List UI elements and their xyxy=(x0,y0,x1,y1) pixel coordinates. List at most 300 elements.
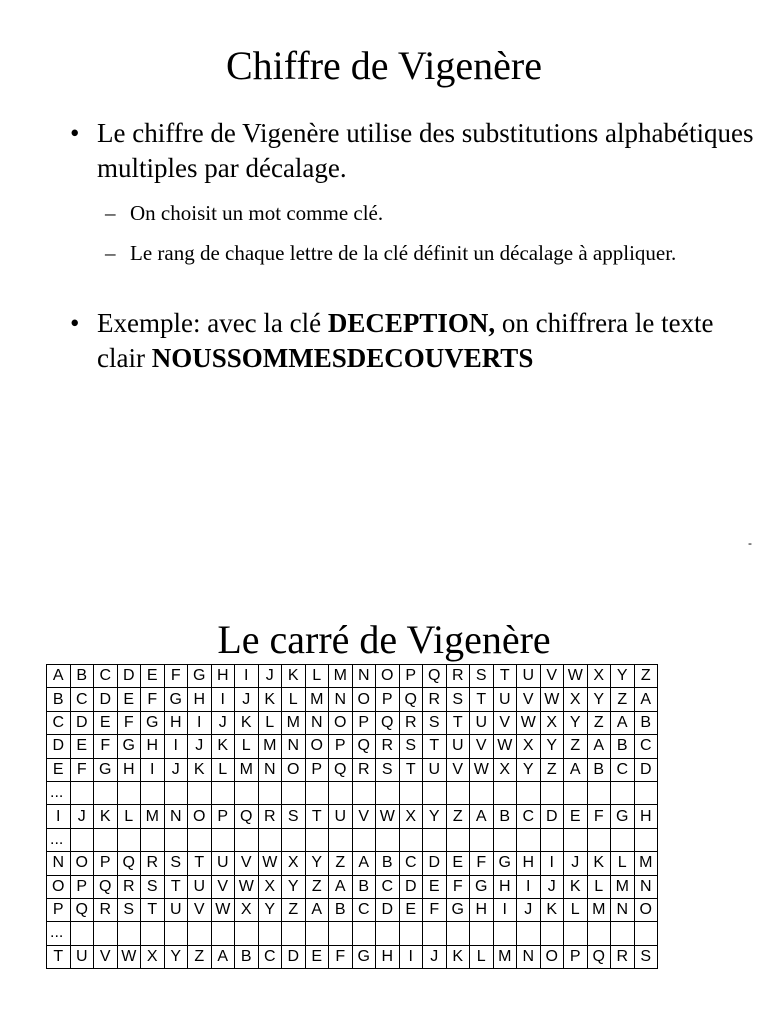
corner-mark: - xyxy=(748,536,752,550)
grid-row xyxy=(47,945,658,968)
grid-cell: T xyxy=(305,805,329,828)
bullet-text: Le chiffre de Vigenère utilise des substitutions alphabétiques multiples par décalage. xyxy=(97,118,754,183)
grid-cell xyxy=(376,781,400,804)
grid-cell: A xyxy=(305,898,329,921)
grid-cell: G xyxy=(446,898,470,921)
grid-cell: B xyxy=(634,711,658,734)
grid-cell: N xyxy=(517,945,541,968)
grid-row xyxy=(47,828,658,851)
grid-cell xyxy=(211,922,235,945)
grid-cell xyxy=(446,922,470,945)
grid-cell: T xyxy=(188,852,212,875)
grid-cell: Q xyxy=(117,852,141,875)
grid-cell xyxy=(188,922,212,945)
grid-cell: U xyxy=(211,852,235,875)
grid-cell: H xyxy=(188,688,212,711)
grid-cell: S xyxy=(399,735,423,758)
grid-cell: R xyxy=(141,852,165,875)
grid-cell xyxy=(517,781,541,804)
grid-cell xyxy=(305,828,329,851)
grid-cell: U xyxy=(446,735,470,758)
grid-cell: K xyxy=(564,875,588,898)
grid-cell xyxy=(587,828,611,851)
grid-cell: S xyxy=(470,665,494,688)
grid-cell: S xyxy=(117,898,141,921)
grid-cell: P xyxy=(305,758,329,781)
grid-cell: I xyxy=(399,945,423,968)
grid-cell: Z xyxy=(188,945,212,968)
grid-cell: R xyxy=(446,665,470,688)
grid-cell: Z xyxy=(540,758,564,781)
grid-cell: Q xyxy=(399,688,423,711)
grid-cell: U xyxy=(423,758,447,781)
grid-cell: ... xyxy=(47,828,71,851)
grid-cell: Y xyxy=(587,688,611,711)
grid-cell: H xyxy=(117,758,141,781)
grid-cell: V xyxy=(540,665,564,688)
grid-cell: E xyxy=(564,805,588,828)
bullet-middle: on chiffrera le texte clair xyxy=(97,308,714,373)
grid-cell: M xyxy=(141,805,165,828)
grid-cell xyxy=(399,781,423,804)
grid-cell: J xyxy=(540,875,564,898)
grid-cell: U xyxy=(493,688,517,711)
grid-cell: X xyxy=(235,898,259,921)
grid-cell: M xyxy=(587,898,611,921)
grid-cell: U xyxy=(517,665,541,688)
grid-row xyxy=(47,735,658,758)
grid-cell: M xyxy=(282,711,306,734)
grid-cell: V xyxy=(94,945,118,968)
grid-cell: O xyxy=(329,711,353,734)
grid-cell: D xyxy=(94,688,118,711)
grid-cell xyxy=(352,922,376,945)
grid-cell: Q xyxy=(376,711,400,734)
grid-cell xyxy=(141,781,165,804)
grid-cell: Z xyxy=(329,852,353,875)
grid-cell xyxy=(587,781,611,804)
grid-cell xyxy=(399,922,423,945)
grid-cell: Q xyxy=(329,758,353,781)
grid-cell xyxy=(211,828,235,851)
grid-cell: D xyxy=(282,945,306,968)
grid-cell: H xyxy=(376,945,400,968)
grid-cell: Y xyxy=(258,898,282,921)
grid-cell xyxy=(235,781,259,804)
grid-cell: K xyxy=(258,688,282,711)
grid-cell: O xyxy=(352,688,376,711)
grid-cell: Q xyxy=(94,875,118,898)
grid-cell xyxy=(305,781,329,804)
grid-cell xyxy=(611,828,635,851)
grid-cell: A xyxy=(634,688,658,711)
grid-cell: Y xyxy=(305,852,329,875)
grid-cell xyxy=(564,781,588,804)
grid-cell: B xyxy=(587,758,611,781)
grid-cell xyxy=(376,922,400,945)
grid-cell: L xyxy=(470,945,494,968)
grid-cell xyxy=(352,781,376,804)
grid-cell: X xyxy=(587,665,611,688)
grid-cell xyxy=(540,922,564,945)
grid-cell: I xyxy=(540,852,564,875)
grid-cell: G xyxy=(493,852,517,875)
grid-cell xyxy=(141,922,165,945)
grid-cell: P xyxy=(399,665,423,688)
grid-cell: H xyxy=(211,665,235,688)
grid-cell xyxy=(329,828,353,851)
sub-bullet-dash: – xyxy=(105,201,116,225)
sub-bullet-text: On choisit un mot comme clé. xyxy=(130,201,384,225)
grid-cell: C xyxy=(634,735,658,758)
grid-cell: G xyxy=(352,945,376,968)
grid-cell: D xyxy=(399,875,423,898)
grid-cell: X xyxy=(517,735,541,758)
grid-cell: A xyxy=(564,758,588,781)
grid-cell: Z xyxy=(611,688,635,711)
grid-cell: O xyxy=(376,665,400,688)
grid-cell: K xyxy=(188,758,212,781)
grid-cell: S xyxy=(282,805,306,828)
grid-cell: C xyxy=(376,875,400,898)
grid-cell xyxy=(423,922,447,945)
grid-cell: U xyxy=(329,805,353,828)
grid-cell: M xyxy=(305,688,329,711)
grid-cell: P xyxy=(211,805,235,828)
grid-cell: N xyxy=(258,758,282,781)
grid-cell: N xyxy=(611,898,635,921)
grid-cell: L xyxy=(611,852,635,875)
grid-cell xyxy=(94,781,118,804)
grid-cell: X xyxy=(258,875,282,898)
grid-cell: C xyxy=(70,688,94,711)
grid-cell xyxy=(470,828,494,851)
grid-cell: Y xyxy=(282,875,306,898)
grid-cell: L xyxy=(117,805,141,828)
grid-cell: U xyxy=(470,711,494,734)
grid-row xyxy=(47,781,658,804)
grid-cell xyxy=(352,828,376,851)
grid-cell: O xyxy=(305,735,329,758)
grid-cell: A xyxy=(329,875,353,898)
grid-cell: X xyxy=(564,688,588,711)
grid-cell: W xyxy=(517,711,541,734)
grid-cell xyxy=(540,828,564,851)
grid-cell: E xyxy=(423,875,447,898)
grid-cell: C xyxy=(611,758,635,781)
grid-cell: N xyxy=(329,688,353,711)
grid-cell: O xyxy=(47,875,71,898)
grid-cell: Y xyxy=(423,805,447,828)
grid-cell xyxy=(470,922,494,945)
grid-cell: R xyxy=(352,758,376,781)
grid-cell: Q xyxy=(423,665,447,688)
grid-cell: T xyxy=(446,711,470,734)
grid-cell: R xyxy=(611,945,635,968)
grid-cell: C xyxy=(352,898,376,921)
grid-cell: V xyxy=(211,875,235,898)
grid-row xyxy=(47,875,658,898)
grid-cell: I xyxy=(517,875,541,898)
grid-cell: F xyxy=(329,945,353,968)
grid-cell: B xyxy=(493,805,517,828)
grid-cell: V xyxy=(493,711,517,734)
grid-cell: P xyxy=(376,688,400,711)
grid-cell: W xyxy=(540,688,564,711)
grid-cell: P xyxy=(352,711,376,734)
grid-cell: J xyxy=(258,665,282,688)
grid-cell: M xyxy=(611,875,635,898)
grid-cell xyxy=(164,781,188,804)
grid-cell: I xyxy=(141,758,165,781)
grid-cell: T xyxy=(493,665,517,688)
grid-cell xyxy=(188,828,212,851)
grid-cell: E xyxy=(399,898,423,921)
grid-cell xyxy=(634,922,658,945)
grid-cell: X xyxy=(399,805,423,828)
grid-cell xyxy=(493,828,517,851)
grid-cell xyxy=(235,922,259,945)
grid-cell xyxy=(329,922,353,945)
grid-cell xyxy=(446,828,470,851)
grid-cell: V xyxy=(470,735,494,758)
grid-cell: L xyxy=(258,711,282,734)
grid-cell xyxy=(423,781,447,804)
grid-cell: K xyxy=(587,852,611,875)
grid-cell: R xyxy=(423,688,447,711)
grid-cell: E xyxy=(94,711,118,734)
grid-cell: D xyxy=(540,805,564,828)
grid-cell: G xyxy=(611,805,635,828)
grid-cell: K xyxy=(282,665,306,688)
plaintext-word: NOUSSOMMESDECOUVERTS xyxy=(151,343,534,373)
grid-cell: T xyxy=(164,875,188,898)
grid-cell: F xyxy=(164,665,188,688)
grid-cell: E xyxy=(117,688,141,711)
grid-cell xyxy=(423,828,447,851)
grid-cell: T xyxy=(141,898,165,921)
grid-cell: F xyxy=(94,735,118,758)
grid-cell: R xyxy=(94,898,118,921)
grid-cell: D xyxy=(117,665,141,688)
grid-cell: Y xyxy=(540,735,564,758)
grid-cell: O xyxy=(282,758,306,781)
grid-cell xyxy=(399,828,423,851)
grid-cell: Q xyxy=(70,898,94,921)
sub-bullet-dash: – xyxy=(105,241,116,265)
grid-cell: K xyxy=(235,711,259,734)
grid-cell: V xyxy=(235,852,259,875)
grid-cell: D xyxy=(423,852,447,875)
grid-cell: A xyxy=(47,665,71,688)
grid-cell: C xyxy=(258,945,282,968)
grid-cell: B xyxy=(70,665,94,688)
grid-cell: B xyxy=(329,898,353,921)
grid-cell: N xyxy=(305,711,329,734)
grid-cell: N xyxy=(634,875,658,898)
grid-cell: A xyxy=(587,735,611,758)
grid-cell: E xyxy=(70,735,94,758)
grid-row xyxy=(47,898,658,921)
grid-cell: T xyxy=(470,688,494,711)
grid-cell: Z xyxy=(564,735,588,758)
grid-cell: N xyxy=(352,665,376,688)
grid-cell: H xyxy=(141,735,165,758)
table-title: Le carré de Vigenère xyxy=(217,617,551,662)
grid-cell: T xyxy=(47,945,71,968)
bullet-prefix: Exemple: avec la clé xyxy=(97,308,328,338)
grid-row xyxy=(47,665,658,688)
grid-cell: C xyxy=(517,805,541,828)
grid-cell: M xyxy=(493,945,517,968)
grid-cell: L xyxy=(564,898,588,921)
grid-cell: K xyxy=(540,898,564,921)
grid-cell: A xyxy=(470,805,494,828)
grid-cell: L xyxy=(587,875,611,898)
grid-cell xyxy=(564,922,588,945)
grid-cell xyxy=(282,828,306,851)
grid-cell xyxy=(70,781,94,804)
grid-cell: R xyxy=(399,711,423,734)
grid-cell: J xyxy=(564,852,588,875)
grid-cell: U xyxy=(188,875,212,898)
grid-cell: G xyxy=(94,758,118,781)
grid-cell: E xyxy=(47,758,71,781)
grid-cell: J xyxy=(70,805,94,828)
grid-cell: F xyxy=(70,758,94,781)
grid-cell xyxy=(258,922,282,945)
grid-cell: J xyxy=(423,945,447,968)
grid-cell: B xyxy=(47,688,71,711)
grid-cell xyxy=(305,922,329,945)
grid-cell: A xyxy=(352,852,376,875)
grid-cell: W xyxy=(258,852,282,875)
grid-cell xyxy=(493,922,517,945)
grid-row xyxy=(47,758,658,781)
grid-cell xyxy=(258,828,282,851)
grid-cell: W xyxy=(564,665,588,688)
grid-cell: W xyxy=(376,805,400,828)
grid-cell: Z xyxy=(282,898,306,921)
grid-cell: S xyxy=(446,688,470,711)
grid-cell: ... xyxy=(47,781,71,804)
grid-cell: E xyxy=(305,945,329,968)
grid-cell: P xyxy=(329,735,353,758)
grid-cell: K xyxy=(94,805,118,828)
grid-cell: I xyxy=(493,898,517,921)
grid-cell: O xyxy=(634,898,658,921)
grid-cell: D xyxy=(47,735,71,758)
grid-cell: J xyxy=(188,735,212,758)
grid-cell xyxy=(282,922,306,945)
grid-cell xyxy=(164,922,188,945)
grid-cell: L xyxy=(305,665,329,688)
grid-cell: W xyxy=(235,875,259,898)
grid-cell: W xyxy=(211,898,235,921)
grid-cell: A xyxy=(611,711,635,734)
grid-cell xyxy=(517,922,541,945)
grid-cell: L xyxy=(211,758,235,781)
grid-cell: B xyxy=(352,875,376,898)
grid-cell: I xyxy=(211,688,235,711)
grid-cell: G xyxy=(188,665,212,688)
grid-cell: O xyxy=(188,805,212,828)
grid-cell: T xyxy=(399,758,423,781)
grid-cell: S xyxy=(376,758,400,781)
grid-cell: M xyxy=(329,665,353,688)
grid-cell xyxy=(493,781,517,804)
grid-cell xyxy=(446,781,470,804)
grid-cell: I xyxy=(164,735,188,758)
key-word: DECEPTION, xyxy=(327,308,496,338)
grid-cell xyxy=(376,828,400,851)
grid-cell: Y xyxy=(517,758,541,781)
grid-cell xyxy=(611,781,635,804)
grid-cell: J xyxy=(517,898,541,921)
grid-cell: C xyxy=(47,711,71,734)
grid-cell: N xyxy=(164,805,188,828)
grid-cell xyxy=(188,781,212,804)
grid-cell: Z xyxy=(305,875,329,898)
grid-cell xyxy=(70,828,94,851)
grid-cell: R xyxy=(376,735,400,758)
grid-cell: B xyxy=(611,735,635,758)
grid-cell: P xyxy=(70,875,94,898)
grid-row xyxy=(47,711,658,734)
grid-cell: B xyxy=(235,945,259,968)
grid-cell: V xyxy=(352,805,376,828)
grid-cell: X xyxy=(493,758,517,781)
grid-cell xyxy=(634,781,658,804)
grid-cell: G xyxy=(141,711,165,734)
grid-cell xyxy=(634,828,658,851)
grid-cell: I xyxy=(235,665,259,688)
grid-cell: W xyxy=(117,945,141,968)
bullet-text xyxy=(97,306,757,376)
grid-cell: H xyxy=(517,852,541,875)
grid-cell: L xyxy=(282,688,306,711)
grid-cell xyxy=(117,922,141,945)
grid-cell: Y xyxy=(611,665,635,688)
grid-cell: E xyxy=(446,852,470,875)
grid-cell xyxy=(611,922,635,945)
grid-cell: E xyxy=(141,665,165,688)
grid-cell xyxy=(70,922,94,945)
grid-cell: V xyxy=(517,688,541,711)
grid-cell: N xyxy=(47,852,71,875)
grid-cell: D xyxy=(634,758,658,781)
grid-cell: V xyxy=(446,758,470,781)
grid-cell: M xyxy=(235,758,259,781)
grid-cell: S xyxy=(634,945,658,968)
grid-cell: F xyxy=(587,805,611,828)
grid-cell: N xyxy=(282,735,306,758)
grid-row xyxy=(47,852,658,875)
grid-cell xyxy=(258,781,282,804)
grid-cell: J xyxy=(235,688,259,711)
grid-cell: H xyxy=(634,805,658,828)
grid-cell: P xyxy=(564,945,588,968)
grid-cell: R xyxy=(258,805,282,828)
grid-cell xyxy=(517,828,541,851)
grid-cell xyxy=(282,781,306,804)
grid-cell: ... xyxy=(47,922,71,945)
grid-cell: C xyxy=(94,665,118,688)
grid-cell: M xyxy=(634,852,658,875)
grid-cell: K xyxy=(211,735,235,758)
slide-title: Chiffre de Vigenère xyxy=(226,43,542,88)
grid-cell xyxy=(587,922,611,945)
